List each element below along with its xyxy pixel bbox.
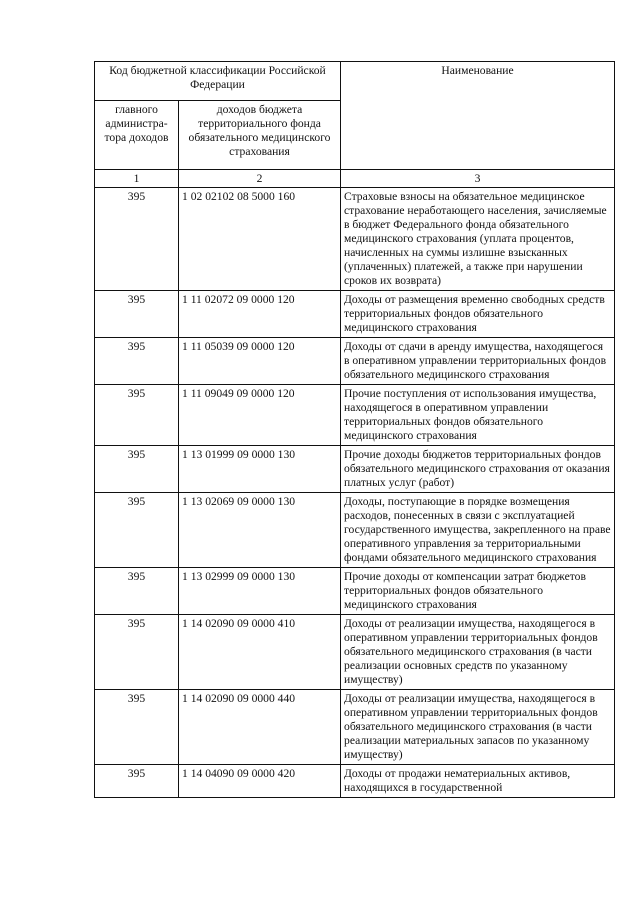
name-cell: Прочие доходы от компенсации затрат бюджетов территориальных фондов обязательного медицинского страхования [341,568,615,615]
header-admin-column: главного администра-тора доходов [95,101,179,170]
name-cell: Прочие доходы бюджетов территориальных фондов обязательного медицинского страхования от оказания платных услуг (работ) [341,446,615,493]
budget-code-cell: 1 14 02090 09 0000 440 [179,690,341,765]
admin-code-cell: 395 [95,568,179,615]
name-cell: Доходы от реализации имущества, находящегося в оперативном управлении территориальных фондов обязательного медицинского страхования (в части реализации материальных запасов по указанному имуществу) [341,690,615,765]
budget-code-cell: 1 02 02102 08 5000 160 [179,188,341,291]
table-row [95,385,615,446]
table-body [95,188,615,798]
table-row [95,690,615,765]
admin-code-cell: 395 [95,385,179,446]
name-cell: Доходы от размещения временно свободных средств территориальных фондов обязательного медицинского страхования [341,291,615,338]
table-row [95,446,615,493]
admin-code-cell: 395 [95,188,179,291]
table-row [95,615,615,690]
table-header [95,62,615,188]
header-group-title: Код бюджетной классификации Российской Федерации [95,62,341,101]
budget-code-cell: 1 13 02999 09 0000 130 [179,568,341,615]
name-cell: Прочие поступления от использования имущества, находящегося в оперативном управлении территориальных фондов обязательного медицинского страхования [341,385,615,446]
table-row [95,188,615,291]
budget-code-cell: 1 11 02072 09 0000 120 [179,291,341,338]
column-number-1: 1 [95,170,179,188]
admin-code-cell: 395 [95,446,179,493]
budget-code-cell: 1 14 04090 09 0000 420 [179,765,341,798]
header-code-column: доходов бюджета территориального фонда обязательного медицинского страхования [179,101,341,170]
table-row [95,493,615,568]
name-cell: Доходы от продажи нематериальных активов, находящихся в государственной [341,765,615,798]
name-cell: Доходы, поступающие в порядке возмещения расходов, понесенных в связи с эксплуатацией государственного имущества, закрепленного на праве оперативного управления за территориальными фондами обязательного медицинского страхования [341,493,615,568]
admin-code-cell: 395 [95,338,179,385]
admin-code-cell: 395 [95,291,179,338]
header-name-column: Наименование [341,62,615,170]
budget-code-cell: 1 11 09049 09 0000 120 [179,385,341,446]
table-row [95,291,615,338]
table-row [95,568,615,615]
budget-code-cell: 1 13 01999 09 0000 130 [179,446,341,493]
table-row [95,765,615,798]
admin-code-cell: 395 [95,615,179,690]
budget-classification-table [94,61,615,798]
admin-code-cell: 395 [95,493,179,568]
name-cell: Доходы от реализации имущества, находящегося в оперативном управлении территориальных фондов обязательного медицинского страхования (в части реализации основных средств по указанному имуществу) [341,615,615,690]
budget-code-cell: 1 11 05039 09 0000 120 [179,338,341,385]
column-number-3: 3 [341,170,615,188]
column-number-2: 2 [179,170,341,188]
name-cell: Страховые взносы на обязательное медицинское страхование неработающего населения, зачисляемые в бюджет Федерального фонда обязательного медицинского страхования (уплата процентов, начисленных на суммы излишне взысканных (уплаченных) платежей, а также при нарушении сроков их возврата) [341,188,615,291]
admin-code-cell: 395 [95,765,179,798]
admin-code-cell: 395 [95,690,179,765]
budget-code-cell: 1 14 02090 09 0000 410 [179,615,341,690]
budget-code-cell: 1 13 02069 09 0000 130 [179,493,341,568]
table-row [95,338,615,385]
name-cell: Доходы от сдачи в аренду имущества, находящегося в оперативном управлении территориальных фондов обязательного медицинского страхования [341,338,615,385]
